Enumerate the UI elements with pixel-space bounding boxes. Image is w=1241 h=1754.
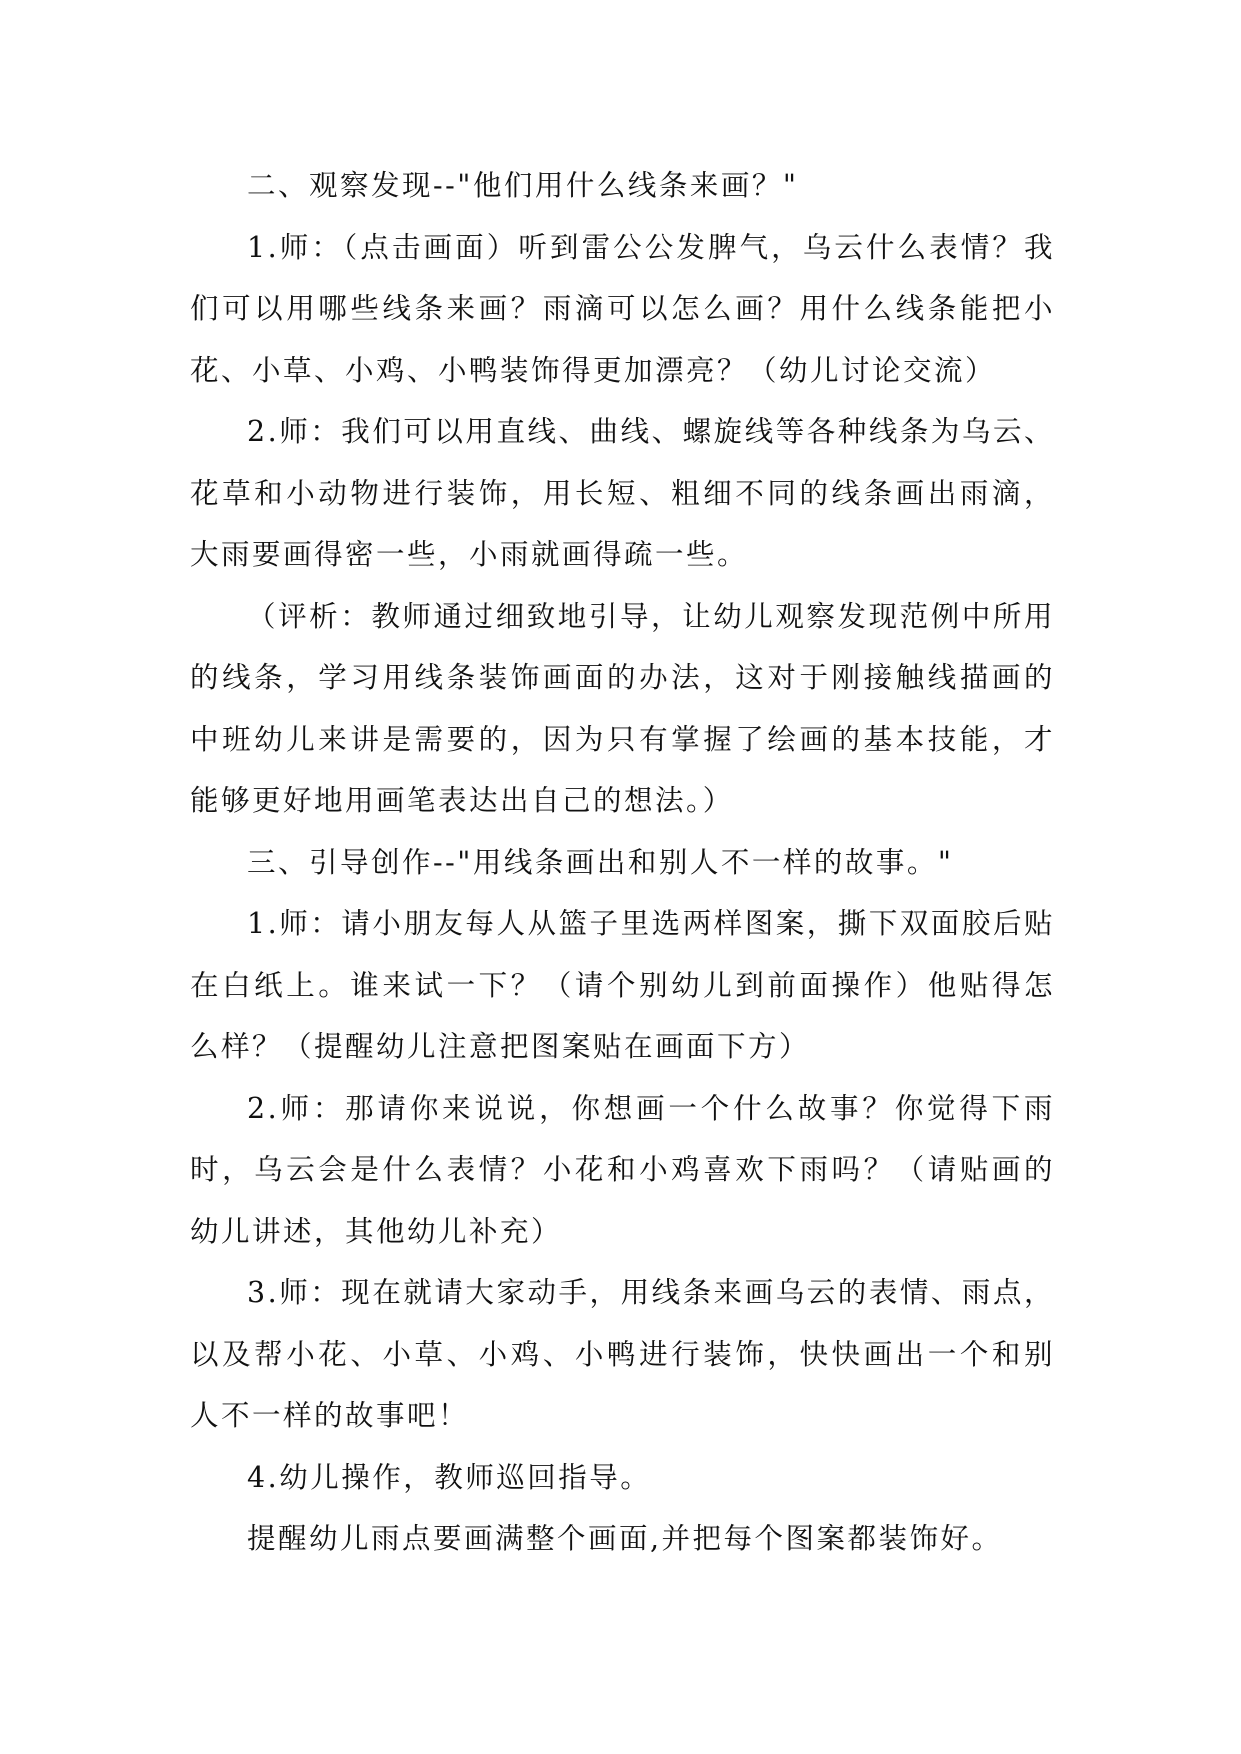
paragraph-teacher-1: 1.师：（点击画面）听到雷公公发脾气，乌云什么表情？我们可以用哪些线条来画？雨滴可以怎么画？用什么线条能把小花、小草、小鸡、小鸭装饰得更加漂亮？（幼儿讨论交流） [190,230,1055,387]
paragraph-commentary: （评析：教师通过细致地引导，让幼儿观察发现范例中所用的线条，学习用线条装饰画面的办法，这对于刚接触线描画的中班幼儿来讲是需要的，因为只有掌握了绘画的基本技能，才能够更好地用画笔表达出自己的想法。） [190,599,1055,817]
paragraph-create-1: 1.师：请小朋友每人从篮子里选两样图案，撕下双面胶后贴在白纸上。谁来试一下？（请个别幼儿到前面操作）他贴得怎么样？（提醒幼儿注意把图案贴在画面下方） [190,907,1055,1063]
section-heading-create: 三、引导创作--"用线条画出和别人不一样的故事。" [247,845,954,879]
paragraph-reminder: 提醒幼儿雨点要画满整个画面,并把每个图案都装饰好。 [247,1522,1003,1555]
document-page [190,155,1055,1570]
paragraph-create-3: 3.师：现在就请大家动手，用线条来画乌云的表情、雨点，以及帮小花、小草、小鸡、小鸭进行装饰，快快画出一个和别人不一样的故事吧！ [190,1276,1055,1432]
paragraph-create-2: 2.师：那请你来说说，你想画一个什么故事？你觉得下雨时，乌云会是什么表情？小花和小鸡喜欢下雨吗？（请贴画的幼儿讲述，其他幼儿补充） [190,1091,1055,1248]
paragraph-teacher-2: 2.师：我们可以用直线、曲线、螺旋线等各种线条为乌云、花草和小动物进行装饰，用长短、粗细不同的线条画出雨滴，大雨要画得密一些，小雨就画得疏一些。 [190,415,1055,571]
section-heading-observe: 二、观察发现--"他们用什么线条来画？" [247,169,799,202]
paragraph-create-4: 4.幼儿操作，教师巡回指导。 [247,1460,652,1494]
